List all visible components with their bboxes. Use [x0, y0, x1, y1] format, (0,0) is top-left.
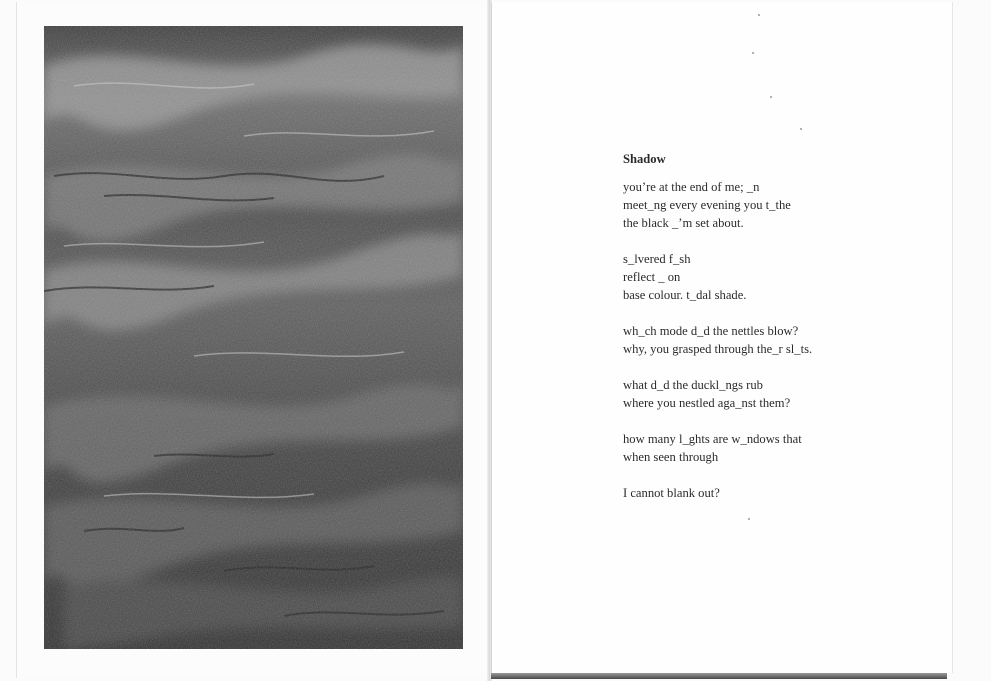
poem-line: wh_ch mode d_d the nettles blow? — [623, 324, 799, 338]
print-speck — [770, 96, 772, 98]
poem-line: meet_ng every evening you t_the — [623, 198, 791, 212]
poem-stanza — [623, 178, 923, 232]
poem-line: where you nestled aga_nst them? — [623, 396, 791, 410]
poem-line: you’re at the end of me; _n — [623, 180, 760, 194]
print-speck — [800, 128, 802, 130]
water-photograph — [44, 26, 463, 649]
print-speck — [758, 14, 760, 16]
poem-stanza — [623, 250, 923, 304]
poem-line: why, you grasped through the_r sl_ts. — [623, 342, 813, 356]
poem-stanza — [623, 484, 923, 502]
poem-line: when seen through — [623, 450, 719, 464]
poem-line: s_lvered f_sh — [623, 252, 691, 266]
poem-line: base colour. t_dal shade. — [623, 288, 747, 302]
poem-line: the black _’m set about. — [623, 216, 744, 230]
page-edge — [491, 673, 947, 679]
poem — [623, 150, 923, 520]
poem-stanza — [623, 430, 923, 466]
poem-stanza — [623, 376, 923, 412]
poem-line: how many l_ghts are w_ndows that — [623, 432, 802, 446]
print-speck — [752, 52, 754, 54]
print-speck — [748, 518, 750, 520]
poem-line: what d_d the duckl_ngs rub — [623, 378, 763, 392]
poem-line: reflect _ on — [623, 270, 681, 284]
poem-stanza — [623, 322, 923, 358]
poem-line: I cannot blank out? — [623, 486, 720, 500]
poem-title: Shadow — [623, 152, 666, 166]
